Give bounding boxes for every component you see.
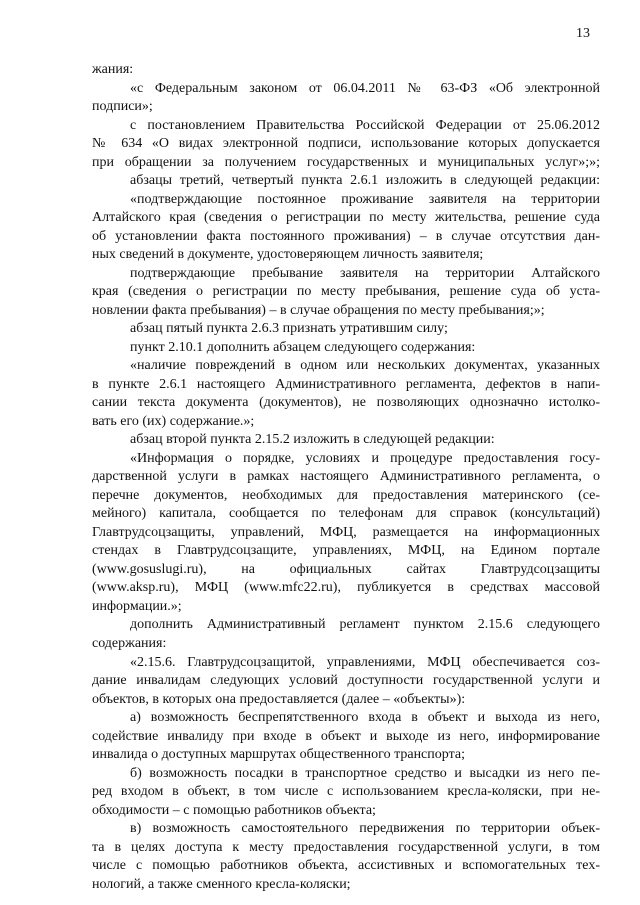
text-line: Алтайского края (сведения о регистрации по месту жительства, решение суда	[92, 210, 600, 226]
text-line: № 634 «О видах электронной подписи, использование которых допускается	[92, 136, 600, 152]
text-line: содержания:	[92, 635, 167, 651]
text-line: Главтрудсоцзащиты, управлений, МФЦ, размещается на информационных	[92, 524, 600, 540]
text-line: стендах в Главтрудсоцзащите, управлениях, МФЦ, на Едином портале	[92, 543, 600, 559]
text-line: дание инвалидам следующих условий доступности государственной услуги и	[92, 673, 600, 689]
text-line: содействие инвалиду при входе в объект и выходе из него, информирование	[92, 728, 600, 744]
text-line: пункт 2.10.1 дополнить абзацем следующего содержания:	[130, 339, 476, 355]
text-line: числе с помощью работников объекта, ассистивных и вспомогательных тех-	[92, 858, 600, 874]
text-line: объектов, в которых она предоставляется (далее – «объекты»):	[92, 691, 466, 707]
text-line: «наличие повреждений в одном или нескольких документах, указанных	[130, 358, 600, 374]
text-line: нологий, а также сменного кресла-коляски;	[92, 876, 351, 892]
text-line: та в целях доступа к месту предоставления государственной услуги, в том	[92, 839, 600, 855]
document-body	[92, 61, 600, 894]
text-line: в) возможность самостоятельного передвижения по территории объек-	[130, 821, 600, 837]
text-line: абзац пятый пункта 2.6.3 признать утратившим силу;	[130, 321, 448, 337]
text-line: края (сведения о регистрации по месту пребывания, решение суда об уста-	[92, 284, 600, 300]
text-line: информации.»;	[92, 598, 182, 614]
text-line: (www.gosuslugi.ru), на официальных сайтах Главтрудсоцзащиты	[92, 561, 600, 577]
text-line: с постановлением Правительства Российской Федерации от 25.06.2012	[130, 117, 600, 133]
text-line: а) возможность беспрепятственного входа в объект и выхода из него,	[130, 710, 600, 726]
text-line: абзацы третий, четвертый пункта 2.6.1 изложить в следующей редакции:	[130, 173, 600, 189]
text-line: вать его (их) содержание.»;	[92, 413, 255, 429]
text-line: подтверждающие пребывание заявителя на территории Алтайского	[130, 265, 600, 281]
text-line: «подтверждающие постоянное проживание заявителя на территории	[130, 191, 600, 207]
text-line: новлении факта пребывания) – в случае обращения по месту пребывания;»;	[92, 302, 545, 318]
text-line: в пункте 2.6.1 настоящего Административного регламента, дефектов в напи-	[92, 376, 600, 392]
text-line: об установлении факта постоянного проживания) – в случае отсутствия дан-	[92, 228, 600, 244]
text-line: (www.aksp.ru), МФЦ (www.mfc22.ru), публикуется в средствах массовой	[92, 580, 600, 596]
text-line: сании текста документа (документов), не позволяющих однозначно истолко-	[92, 395, 600, 411]
text-line: абзац второй пункта 2.15.2 изложить в следующей редакции:	[130, 432, 495, 448]
text-line: ред входом в объект, в том числе с использованием кресла-коляски, при не-	[92, 784, 600, 800]
text-line: «Информация о порядке, условиях и процедуре предоставления госу-	[130, 450, 600, 466]
text-line: инвалида о доступных маршрутах общественного транспорта;	[92, 747, 465, 763]
text-line: подписи»;	[92, 99, 153, 115]
text-line: «с Федеральным законом от 06.04.2011 № 63-ФЗ «Об электронной	[130, 80, 600, 96]
text-line: мейного) капитала, сообщается по телефонам для справок (консультаций)	[92, 506, 600, 522]
text-line: дополнить Административный регламент пунктом 2.15.6 следующего	[130, 617, 600, 633]
text-line: жания:	[92, 62, 134, 77]
text-line: «2.15.6. Главтрудсоцзащитой, управлениями, МФЦ обеспечивается соз-	[130, 654, 600, 670]
text-line: обходимости – с помощью работников объекта;	[92, 802, 376, 818]
text-line: ных сведений в документе, удостоверяющем личность заявителя;	[92, 247, 484, 263]
page-number: 13	[576, 26, 590, 41]
text-line: дарственной услуги в рамках настоящего Административного регламента, о	[92, 469, 600, 485]
text-line: б) возможность посадки в транспортное средство и высадки из него пе-	[130, 765, 600, 781]
text-line: при обращении за получением государственных и муниципальных услуг»;»;	[92, 154, 600, 170]
text-line: перечне документов, необходимых для предоставления материнского (се-	[92, 487, 600, 503]
